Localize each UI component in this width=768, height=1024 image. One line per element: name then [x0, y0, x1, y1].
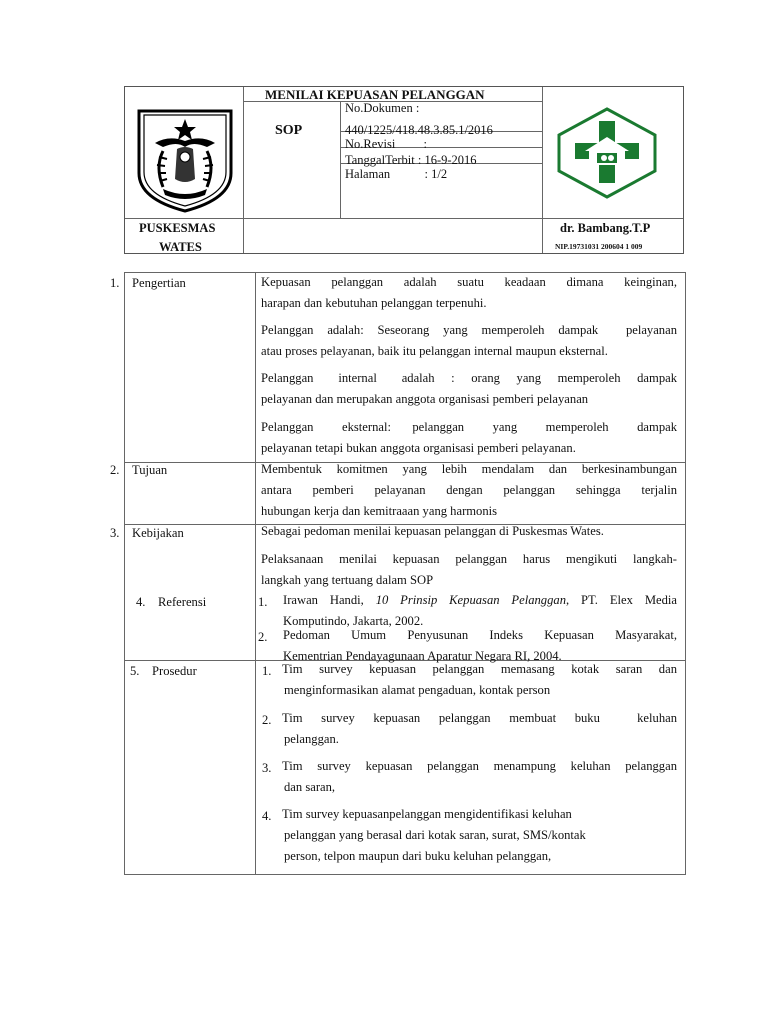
document-title: MENILAI KEPUASAN PELANGGAN: [265, 87, 485, 102]
header-divider: [125, 218, 683, 219]
paragraph-line: Sebagai pedoman menilai kepuasan pelanggan di Puskesmas Wates.: [261, 524, 604, 538]
section-label-pengertian: Pengertian: [132, 276, 186, 290]
section-number: 2.: [110, 463, 120, 477]
procedure-line: pelanggan yang berasal dari kotak saran, surat, SMS/kontak: [284, 828, 586, 842]
reference-title: 10 Prinsip Kepuasan Pelanggan: [375, 593, 566, 607]
reference-line: Irawan Handi, 10 Prinsip Kepuasan Pelanggan, PT. Elex Media: [283, 593, 677, 607]
header-divider: [340, 101, 341, 219]
list-number: 1.: [262, 664, 272, 678]
sop-header-table: [124, 86, 684, 254]
paragraph-line: langkah yang tertuang dalam SOP: [261, 573, 434, 587]
procedure-line: Tim survey kepuasan pelanggan memasang kotak saran dan: [282, 662, 677, 676]
section-label-referensi: Referensi: [158, 595, 207, 609]
procedure-line: pelanggan.: [284, 732, 339, 746]
org-name-line2: WATES: [159, 240, 202, 254]
reference-line: Pedoman Umum Penyusunan Indeks Kepuasan Masyarakat,: [283, 628, 677, 642]
procedure-line: dan saran,: [284, 780, 336, 794]
procedure-line: person, telpon maupun dari buku keluhan pelanggan,: [284, 849, 552, 863]
section-number: 4.: [136, 595, 146, 609]
header-divider: [243, 87, 244, 253]
reference-line: Kementrian Pendayagunaan Aparatur Negara RI, 2004.: [283, 649, 562, 663]
list-number: 2.: [258, 630, 268, 644]
list-number: 1.: [258, 595, 268, 609]
health-cross-house-icon: [555, 107, 659, 199]
list-number: 4.: [262, 809, 272, 823]
section-label-tujuan: Tujuan: [132, 463, 168, 477]
paragraph-line: atau proses pelayanan, baik itu pelanggan internal maupun eksternal.: [261, 344, 608, 358]
procedure-line: Tim survey kepuasanpelanggan mengidentifikasi keluhan: [282, 807, 572, 821]
paragraph-line: Pelanggan eksternal: pelanggan yang memperoleh dampak: [261, 420, 677, 434]
sop-label: SOP: [275, 123, 303, 138]
paragraph-line: Pelanggan adalah: Seseorang yang memperoleh dampak pelayanan: [261, 323, 677, 337]
list-number: 2.: [262, 713, 272, 727]
halaman: Halaman : 1/2: [345, 167, 448, 181]
section-number: 1.: [110, 276, 120, 290]
paragraph-line: hubungan kerja dan kemitraaan yang harmonis: [261, 504, 498, 518]
tanggal-terbit: TanggalTerbit : 16-9-2016: [345, 153, 477, 167]
section-label-prosedur: Prosedur: [152, 664, 197, 678]
list-number: 3.: [262, 761, 272, 775]
section-number: 3.: [110, 526, 120, 540]
paragraph-line: antara pemberi pelayanan dengan pelanggan sehingga terjalin: [261, 483, 677, 497]
signer-name: dr. Bambang.T.P: [560, 221, 651, 235]
no-dokumen-label: No.Dokumen :: [345, 101, 420, 115]
paragraph-line: harapan dan kebutuhan pelanggan terpenuhi.: [261, 296, 487, 310]
header-divider: [542, 87, 543, 253]
section-number: 5.: [130, 664, 140, 678]
column-divider: [255, 273, 256, 874]
reference-line: Komputindo, Jakarta, 2002.: [283, 614, 424, 628]
procedure-line: Tim survey kepuasan pelanggan membuat buku keluhan: [282, 711, 677, 725]
procedure-line: Tim survey kepuasan pelanggan menampung keluhan pelanggan: [282, 759, 677, 773]
paragraph-line: Kepuasan pelanggan adalah suatu keadaan dimana keinginan,: [261, 275, 677, 289]
section-label-kebijakan: Kebijakan: [132, 526, 184, 540]
paragraph-line: pelayanan dan merupakan anggota organisasi pemberi pelayanan: [261, 392, 589, 406]
paragraph-line: pelayanan tetapi bukan anggota organisasi pemberi pelayanan.: [261, 441, 576, 455]
paragraph-line: Membentuk komitmen yang lebih mendalam dan berkesinambungan: [261, 462, 677, 476]
org-name-line1: PUSKESMAS: [139, 221, 216, 235]
no-revisi: No.Revisi :: [345, 137, 427, 151]
paragraph-line: Pelanggan internal adalah : orang yang memperoleh dampak: [261, 371, 677, 385]
regional-emblem-icon: [133, 107, 237, 213]
no-dokumen-value: 440/1225/418.48.3.85.1/2016: [345, 123, 493, 137]
signer-nip: NIP.19731031 200604 1 009: [555, 242, 643, 251]
procedure-line: menginformasikan alamat pengaduan, kontak person: [284, 683, 551, 697]
paragraph-line: Pelaksanaan menilai kepuasan pelanggan harus mengikuti langkah-: [261, 552, 677, 566]
